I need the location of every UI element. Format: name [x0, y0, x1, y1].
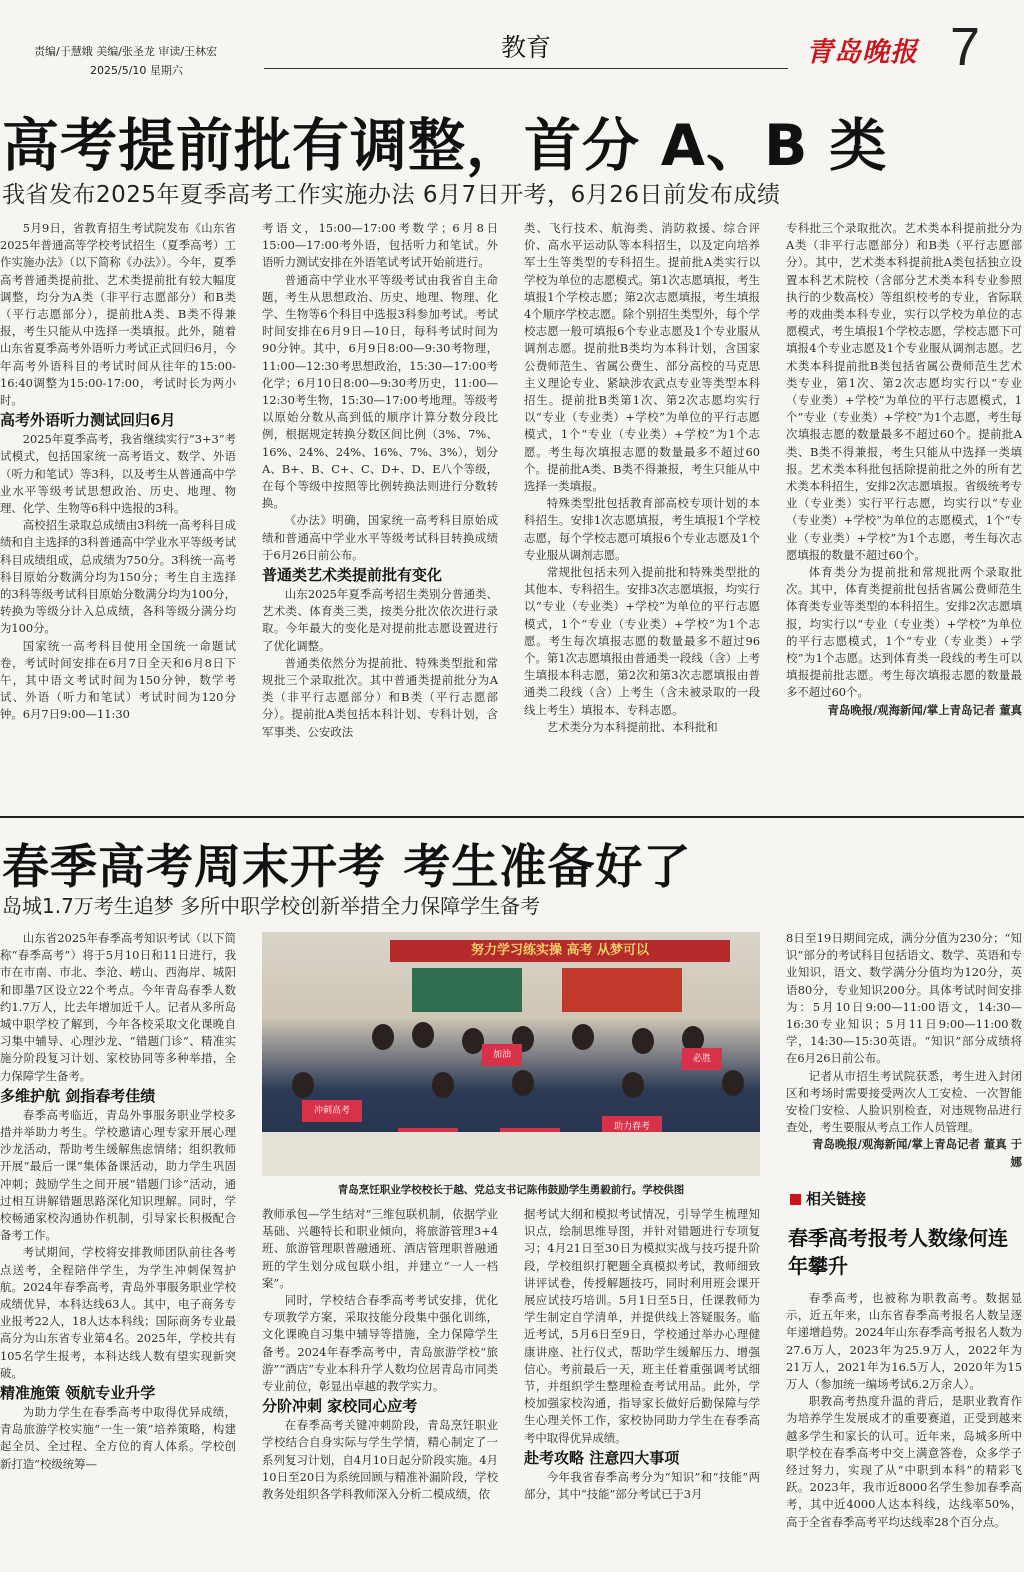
photo-banner: 努力学习练实操 高考 从梦可以: [390, 940, 730, 962]
photo-person: [512, 1070, 534, 1096]
article2-subheading-2: 精准施策 领航专业升学: [0, 1384, 156, 1403]
article2-subheading-1: 多维护航 剑指春考佳绩: [0, 1086, 156, 1105]
paragraph: 国家统一高考科目使用全国统一命题试卷，考试时间安排在6月7日全天和6月8日下午，其中语文考试时间为150分钟，数学考试、外语（听力和笔试）考试时间为120分钟。6月7日9:00—11:30: [0, 638, 236, 722]
photo-board-left: [412, 968, 522, 1012]
article2-column-1: [0, 930, 236, 1572]
paragraph: 山东2025年夏季高考招生类别分普通类、艺术类、体育类三类，按类分批次依次进行录取。今年最大的变化是对提前批志愿设置进行了优化调整。: [262, 587, 498, 653]
paragraph: 特殊类型批包括教育部高校专项计划的本科招生。安排1次志愿填报，考生填报1个学校志愿，每个学校志愿可填报6个专业志愿及1个专业服从调剂志愿。: [524, 496, 760, 562]
paragraph: 普通高中学业水平等级考试由我省自主命题，考生从思想政治、历史、地理、物理、化学、生物等6个科目中选报3科参加考试。考试时间安排在6月9日—10日，每科考试时间为90分钟。其中，6月9日8:00—9:30考物理，11:00—12:30考思想政治，15:30—17:00考化学；6月10日8:00—9:30考历史，11:00—12:30考生物，15:30—17:00考地理。等级考以原始分数从高到低的顺序计算分数分段比例，根据规定转换分数区间比例（3%、7%、16%、24%、24%、16%、7%、3%），划分A、B+、B、C+、C、D+、D、E八个等级，在每个等级中按照等比例转换法则进行分数转换。: [262, 272, 498, 511]
paragraph: 职教高考热度升温的背后，是职业教育作为培养学生发展成才的重要赛道，正受到越来越多学生和家长的认可。近年来，岛城多所中职学校在春季高考中交上满意答卷，众多学子经过努力，实现了从“中职到本科”的精彩飞跃。2023年，我市近8000名学生参加春季高考，其中近4000人达本科线，达线率50%，高于全省春季高考平均达线率28个百分点。: [786, 1394, 1022, 1529]
paragraph: 《办法》明确，国家统一高考科目原始成绩和普通高中学业水平等级考试科目转换成绩于6月26日前公布。: [262, 513, 498, 562]
article1-column-3: [524, 220, 760, 810]
paragraph: 2025年夏季高考，我省继续实行“3+3”考试模式，包括国家统一高考语文、数学、外语（听力和笔试）等3科，以及考生从普通高中学业水平等级考试思想政治、历史、地理、物理、化学、生物等6科中选报的3科。: [0, 432, 236, 516]
photo-person: [412, 1022, 434, 1048]
photo-person: [622, 1072, 644, 1098]
photo-person: [632, 1028, 654, 1054]
article2-subhead: 岛城1.7万考生追梦 多所中职学校创新举措全力保障学生备考: [2, 894, 541, 918]
photo-sign: 冲刺高考: [302, 1100, 362, 1122]
related-tag-label: 相关链接: [806, 1190, 867, 1208]
photo-sign: 加油: [482, 1044, 522, 1066]
related-links-tag: [790, 1188, 866, 1209]
paragraph: 同时，学校结合春季高考考试安排，优化专项教学方案，采取技能分段集中强化训练，文化课晚自习集中辅导等措施，全力保障学生备考。2024年春季高考中，青岛旅游学校“旅游”“酒店”专业本科升学人数均位居青岛市同类专业前位，彰显出卓越的教学实力。: [262, 1293, 498, 1394]
photo-caption: 青岛烹饪职业学校校长于越、党总支书记陈伟鼓励学生勇毅前行。学校供图: [337, 1184, 685, 1196]
article1-headline: 高考提前批有调整，首分 A、B 类: [2, 113, 888, 179]
paragraph: 在春季高考关键冲刺阶段，青岛烹饪职业学校结合自身实际与学生学情，精心制定了一系列复习计划，自4月10日起分阶段实施。4月10日至20日为系统回顾与精准补漏阶段，学校教务处组织各学科教师深入分析二模成绩，依: [262, 1418, 498, 1502]
article2-subheading-4: 赴考攻略 注意四大事项: [524, 1448, 680, 1467]
related-body: [786, 1290, 1022, 1572]
article1-subheading-1: 高考外语听力测试回归6月: [0, 411, 176, 430]
paragraph: 春季高考，也被称为职教高考。数据显示，近五年来，山东省春季高考报名人数呈逐年递增趋势。2024年山东春季高考报名人数为27.6万人，2023年为25.9万人，2022年为21万人，2021年为16.5万人，2020年为15万人（参加统一编场考试6.2万余人）。: [786, 1291, 1022, 1392]
paragraph: 8日至19日期间完成，满分分值为230分；“知识”部分的考试科目包括语文、数学、英语和专业知识，语文、数学满分分值均为120分，英语80分，专业知识200分。具体考试时间安排为：5月10日9:00—11:00语文，14:30—16:30专业知识；5月11日9:00—11:00数学，14:30—15:30英语。“知识”部分成绩将在6月26日前公布。: [786, 931, 1022, 1066]
photo-person: [462, 1028, 484, 1054]
paragraph: 教师承包—学生结对”三维包联机制，依据学业基础、兴趣特长和职业倾向，将旅游管理3+4班、旅游管理职普融通班、酒店管理职普融通班的学生划分成包联小组，并建立“一人一档案”。: [262, 1207, 498, 1290]
photo-person: [572, 1024, 594, 1050]
paragraph: 类、飞行技术、航海类、消防救援、综合评价、高水平运动队等本科招生，以及定向培养军士生等类型的专科招生。提前批A类实行以学校为单位的志愿模式。第1次志愿填报，考生填报1个学校志愿；第2次志愿填报，考生填报4个顺序学校志愿。除个别招生类型外，每个学校志愿一般可填报6个专业志愿及1个专业服从调剂志愿。提前批B类均为本科计划，含国家公费师范生、省属公费生、部分高校的马克思主义理论专业、紧缺涉农武点专业等类型本科招生。提前批B类第1次、第2次志愿均实行以“专业（专业类）+学校”为单位的平行志愿模式，1个“专业（专业类）+学校”为1个志愿。考生每次填报志愿的数量最多不超过60个。提前批A类、B类不得兼报，考生只能从中选择一类填报。: [524, 221, 760, 494]
article2-headline: 春季高考周末开考 考生准备好了: [2, 840, 692, 895]
paragraph: 5月9日，省教育招生考试院发布《山东省2025年普通高等学校考试招生（夏季高考）工作实施办法》（以下简称《办法》）。今年，夏季高考普通类提前批、艺术类提前批有较大幅度调整，均分为A类（非平行志愿部分）和B类（平行志愿部分），提前批A类、B类不得兼报，考生只能从中选择一类填报。此外，随着山东省夏季高考外语听力考试正式回归6月，今年高考外语科目的考试时间从往年的15:00-16:40调整为15:00-17:00，考试时长为两小时。: [0, 221, 236, 408]
article1-column-1: [0, 220, 236, 810]
paragraph: 体育类分为提前批和常规批两个录取批次。其中，体育类提前批包括省属公费师范生体育类专业等类型的本科招生。安排2次志愿填报，均实行以“专业（专业类）+学校”为单位的平行志愿模式，1个“专业（专业类）+学校”为1个志愿。达到体育类一段线的考生可以填报提前批志愿。考生每次填报志愿的数量最多不超过60个。: [786, 565, 1022, 700]
paragraph: 专科批三个录取批次。艺术类本科提前批分为A类（非平行志愿部分）和B类（平行志愿部分）。其中，艺术类本科提前批A类包括独立设置本科艺术院校（含部分艺术类本科专业参照执行的少数高校）等组织校考的专业，省际联考的戏曲类本科专业，实行以学校为单位的志愿模式，考生填报1个学校志愿，学校志愿下可填报4个专业志愿及1个专业服从调剂志愿。艺术类本科提前批B类包括省属公费师范生艺术类专业，第1次、第2次志愿均实行以“专业（专业类）+学校”为单位的平行志愿模式，1个“专业（专业类）+学校”为1个志愿，考生每次填报志愿的数量最多不超过60个。提前批A类、B类不得兼报，考生只能从中选择一类填报。艺术类本科批包括除提前批之外的所有艺术类本科招生，安排2次志愿填报。省级统考专业（专业类）实行平行志愿，均实行以“专业（专业类）+学校”为单位的志愿模式，1个“专业（专业类）+学校”为1个志愿，考生每次志愿填报的数量不超过60个。: [786, 221, 1022, 562]
paragraph: 考试期间，学校将安排教师团队前往各考点送考，全程陪伴学生，为学生冲刺保驾护航。2024年春季高考，青岛外事服务职业学校成绩优异，本科达线63人。其中，电子商务专业报考22人，18人达本科线；国际商务专业最高分为山东省专业第4名。2025年，学校共有105名学生报考，本科达线人数有望实现新突破。: [0, 1245, 236, 1380]
photo-person: [372, 1024, 394, 1050]
paragraph: 记者从市招生考试院获悉，考生进入封闭区和考场时需要接受两次人工安检、一次智能安检门安检、人脸识别检查，对违规物品进行查处，考生要服从考点工作人员管理。: [786, 1068, 1022, 1135]
students-photo: [262, 932, 760, 1176]
paragraph: 春季高考临近，青岛外事服务职业学校多措并举助力考生。学校邀请心理专家开展心理沙龙活动，帮助考生缓解焦虑情绪；组织教师开展“最后一课”集体备课活动，助力学生巩固冲刺；鼓励学生之间开展“错题门诊”活动，通过相互讲解错题思路深化知识理解。同时，学校畅通家校沟通协作机制，引导家长积极配合备考工作。: [0, 1107, 236, 1243]
paragraph: 普通类依然分为提前批、特殊类型批和常规批三个录取批次。其中普通类提前批分为A类（非平行志愿部分）和B类（平行志愿部分）。提前批A类包括本科计划、专科计划，含军事类、公安政法: [262, 655, 498, 739]
page-number: 7: [950, 17, 981, 77]
photo-sign: 必胜: [682, 1048, 722, 1070]
article2-subheading-3: 分阶冲刺 家校同心应考: [262, 1397, 418, 1416]
article1-column-2: [262, 220, 498, 810]
photo-person: [432, 1072, 454, 1098]
article2-column-2: [262, 1206, 498, 1572]
credits-editors: 责编/于慧娥 美编/张圣龙 审读/王林宏: [34, 45, 218, 58]
paragraph: 山东省2025年春季高考知识考试（以下简称“春季高考”）将于5月10日和11日进行，我市在市南、市北、李沧、崂山、西海岸、城阳和即墨7区设立22个考点。今年青岛春季人数约1.7万人，比去年增加近千人。记者从多所岛城中职学校了解到，今年各校采取文化课晚自习集中辅导、心理沙龙、“错题门诊”、精准实施分阶段复习计划、家校协同等多种举措，全力保障学生备考。: [0, 931, 236, 1083]
article1-byline: 青岛晚报/观海新闻/掌上青岛记者 董真: [827, 702, 1022, 717]
article-divider: [0, 816, 1024, 818]
red-square-icon: [790, 1194, 801, 1205]
photo-person: [722, 1070, 744, 1096]
article2-column-4: [786, 930, 1022, 1180]
paragraph: 高校招生录取总成绩由3科统一高考科目成绩和自主选择的3科普通高中学业水平等级考试科目成绩组成，总成绩为750分。3科统一高考科目原始分数满分均为150分；考生自主选择的3科等级考试科目原始分数满分均为100分，转换为等级分计入总成绩，各科等级分满分均为100分。: [0, 518, 236, 636]
section-title: 教育: [500, 33, 551, 62]
article1-column-4: [786, 220, 1022, 810]
paragraph: 常规批包括未列入提前批和特殊类型批的其他本、专科招生。安排3次志愿填报，均实行以“专业（专业类）+学校”为单位的平行志愿模式，1个“专业（专业类）+学校”为1个志愿。考生每次填报志愿的数量最多不超过96个。第1次志愿填报由普通类一段线（含）上考生填报本科志愿，第2次和第3次志愿填报由普通类二段线（含）上考生（含未被录取的一段线上考生）填报本、专科志愿。: [524, 565, 760, 717]
paragraph: 艺术类分为本科提前批、本科批和: [546, 719, 718, 734]
header-rule: [264, 68, 788, 69]
paragraph: 为助力学生在春季高考中取得优异成绩，青岛旅游学校实施“一生一策”培养策略，构建起全员、全过程、全方位的育人体系。学校创新打造“校级统筹—: [0, 1405, 236, 1471]
photo-board-right: [562, 968, 682, 1012]
page-credits: [34, 42, 217, 80]
related-title: 春季高考报考人数缘何连年攀升: [788, 1226, 1008, 1278]
article1-subhead: 我省发布2025年夏季高考工作实施办法 6月7日开考，6月26日前发布成绩: [2, 182, 781, 208]
newspaper-logo: 青岛晚报: [806, 37, 918, 68]
paragraph: 今年我省春季高考分为“知识”和“技能”两部分，其中“技能”部分考试已于3月: [524, 1469, 760, 1502]
issue-date: 2025/5/10 星期六: [90, 64, 183, 77]
article2-column-3: [524, 1206, 760, 1572]
photo-person: [292, 1072, 314, 1098]
paragraph: 考语文，15:00—17:00考数学；6月8日15:00—17:00考外语，包括听力和笔试。外语听力测试安排在外语笔试考试开始前进行。: [262, 221, 498, 270]
article2-byline: 青岛晚报/观海新闻/掌上青岛记者 董真 于娜: [812, 1137, 1022, 1169]
photo-desk: [262, 1132, 760, 1176]
article1-subheading-2: 普通类艺术类提前批有变化: [262, 566, 443, 585]
photo-sign: 助力春考: [602, 1116, 662, 1138]
paragraph: 据考试大纲和模拟考试情况，引导学生梳理知识点，绘制思维导图，并针对错题进行专项复习；4月21日至30日为模拟实战与技巧提升阶段，学校组织打靶题全真模拟考试，教师细致讲评试卷，传授解题技巧，同时利用班会课开展应试技巧培训。5月1日至5日，任课教师为学生制定自学清单，并提供线上答疑服务。临近考试，5月6日至9日，学校通过举办心理健康讲座、社行仪式，帮助学生缓解压力、增强信心。考前最后一天，班主任着重强调考试细节，并组织学生整理检查考试用品。此外，学校加强家校沟通，指导家长做好后勤保障与学生心理关怀工作，家校协同助力学生在春季高考中取得优异成绩。: [524, 1207, 760, 1445]
